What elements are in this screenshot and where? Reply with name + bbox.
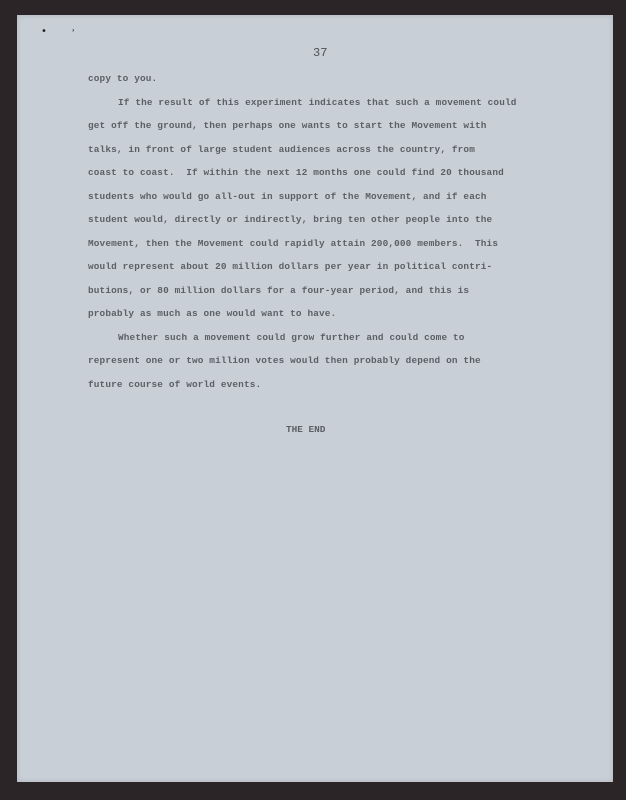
text-line: student would, directly or indirectly, bring ten other people into the xyxy=(88,214,493,225)
text-line: future course of world events. xyxy=(88,378,262,390)
page-number: 37 xyxy=(313,46,328,60)
speck-mark: • xyxy=(41,26,47,37)
speck-mark: ˒ xyxy=(72,26,76,37)
document-page xyxy=(17,15,613,782)
text-line: Whether such a movement could grow further and could come to xyxy=(118,331,465,343)
text-line: represent one or two million votes would then probably depend on the xyxy=(88,355,481,366)
body-text xyxy=(88,67,558,396)
text-line: If the result of this experiment indicates that such a movement could xyxy=(118,96,517,108)
text-line: probably as much as one would want to have. xyxy=(88,308,337,319)
text-line: Movement, then the Movement could rapidly attain 200,000 members. This xyxy=(88,237,499,249)
text-line: copy to you. xyxy=(88,73,158,84)
text-line: students who would go all-out in support of the Movement, and if each xyxy=(88,190,487,202)
text-line: get off the ground, then perhaps one wants to start the Movement with xyxy=(88,120,487,131)
closing-text: THE END xyxy=(286,424,326,435)
text-line: talks, in front of large student audiences across the country, from xyxy=(88,143,475,155)
text-line: butions, or 80 million dollars for a four-year period, and this is xyxy=(88,284,470,296)
text-line: would represent about 20 million dollars per year in political contri- xyxy=(88,261,493,272)
text-line: coast to coast. If within the next 12 months one could find 20 thousand xyxy=(88,167,504,178)
